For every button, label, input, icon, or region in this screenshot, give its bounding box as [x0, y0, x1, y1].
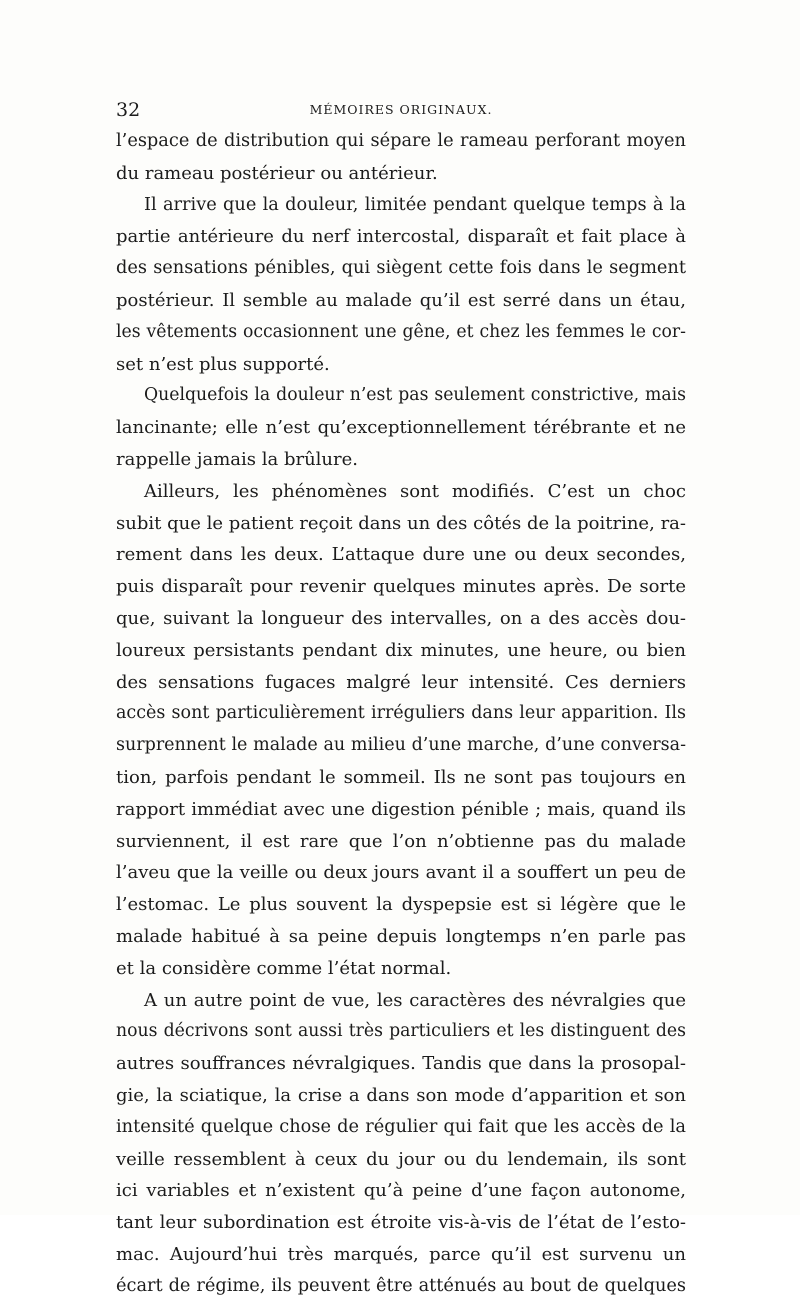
text-line: rement dans les deux. L’attaque dure une ou deux secondes, — [116, 544, 686, 566]
text-line: gie, la sciatique, la crise a dans son mode d’apparition et son — [116, 1084, 686, 1106]
text-line: rappelle jamais la brûlure. — [116, 448, 359, 470]
text-line: surviennent, il est rare que l’on n’obtienne pas du malade — [116, 830, 686, 852]
text-line: set n’est plus supporté. — [116, 353, 330, 375]
text-line: des sensations pénibles, qui siègent cette fois dans le segment — [116, 258, 686, 279]
text-line: Ailleurs, les phénomènes sont modifiés. C’est un choc — [144, 480, 686, 502]
text-line: nous décrivons sont aussi très particuliers et les distinguent des — [116, 1021, 686, 1042]
text-line: partie antérieure du nerf intercostal, disparaît et fait place à — [116, 226, 686, 248]
text-line: accès sont particulièrement irréguliers dans leur apparition. Ils — [116, 703, 686, 724]
text-line: tion, parfois pendant le sommeil. Ils ne sont pas toujours en — [116, 766, 686, 788]
text-line: que, suivant la longueur des intervalles, on a des accès dou- — [116, 607, 686, 629]
running-title: MÉMOIRES ORIGINAUX. — [309, 102, 493, 117]
text-line: du rameau postérieur ou antérieur. — [116, 162, 438, 184]
text-line: malade habitué à sa peine depuis longtemps n’en parle pas — [116, 925, 686, 947]
text-line: et la considère comme l’état normal. — [116, 957, 452, 979]
text-line: postérieur. Il semble au malade qu’il est serré dans un étau, — [116, 289, 686, 311]
text-line: les vêtements occasionnent une gêne, et chez les femmes le cor- — [116, 321, 686, 342]
text-line: Il arrive que la douleur, limitée pendant quelque temps à la — [144, 194, 686, 215]
text-line: lancinante; elle n’est qu’exceptionnellement térébrante et ne — [116, 417, 686, 439]
text-line: l’aveu que la veille ou deux jours avant il a souffert un peu de — [116, 862, 686, 884]
text-line: subit que le patient reçoit dans un des côtés de la poitrine, ra- — [116, 512, 686, 534]
text-line: écart de régime, ils peuvent être atténués au bout de quelques — [116, 1275, 686, 1296]
body-text — [116, 126, 686, 1302]
text-line: veille ressemblent à ceux du jour ou du lendemain, ils sont — [116, 1148, 686, 1170]
text-line: autres souffrances névralgiques. Tandis que dans la prosopal- — [116, 1053, 686, 1075]
page-number: 32 — [116, 99, 141, 121]
text-line: puis disparaît pour revenir quelques minutes après. De sorte — [116, 576, 686, 598]
text-line: des sensations fugaces malgré leur intensité. Ces derniers — [116, 671, 686, 693]
text-line: A un autre point de vue, les caractères des névralgies que — [144, 989, 686, 1011]
text-line: rapport immédiat avec une digestion pénible ; mais, quand ils — [116, 798, 686, 820]
text-line: loureux persistants pendant dix minutes, une heure, ou bien — [116, 639, 686, 661]
text-line: mac. Aujourd’hui très marqués, parce qu’il est survenu un — [116, 1243, 686, 1265]
text-line: intensité quelque chose de régulier qui fait que les accès de la — [116, 1116, 686, 1137]
text-line: l’estomac. Le plus souvent la dyspepsie est si légère que le — [116, 894, 686, 916]
text-line: l’espace de distribution qui sépare le rameau perforant moyen — [116, 131, 686, 151]
text-line: Quelquefois la douleur n’est pas seulement constrictive, mais — [144, 385, 686, 406]
running-head — [116, 98, 686, 122]
text-line: tant leur subordination est étroite vis-à-vis de l’état de l’esto- — [116, 1212, 686, 1234]
text-line: surprennent le malade au milieu d’une marche, d’une conversa- — [116, 735, 686, 756]
text-line: ici variables et n’existent qu’à peine d’une façon autonome, — [116, 1180, 686, 1202]
